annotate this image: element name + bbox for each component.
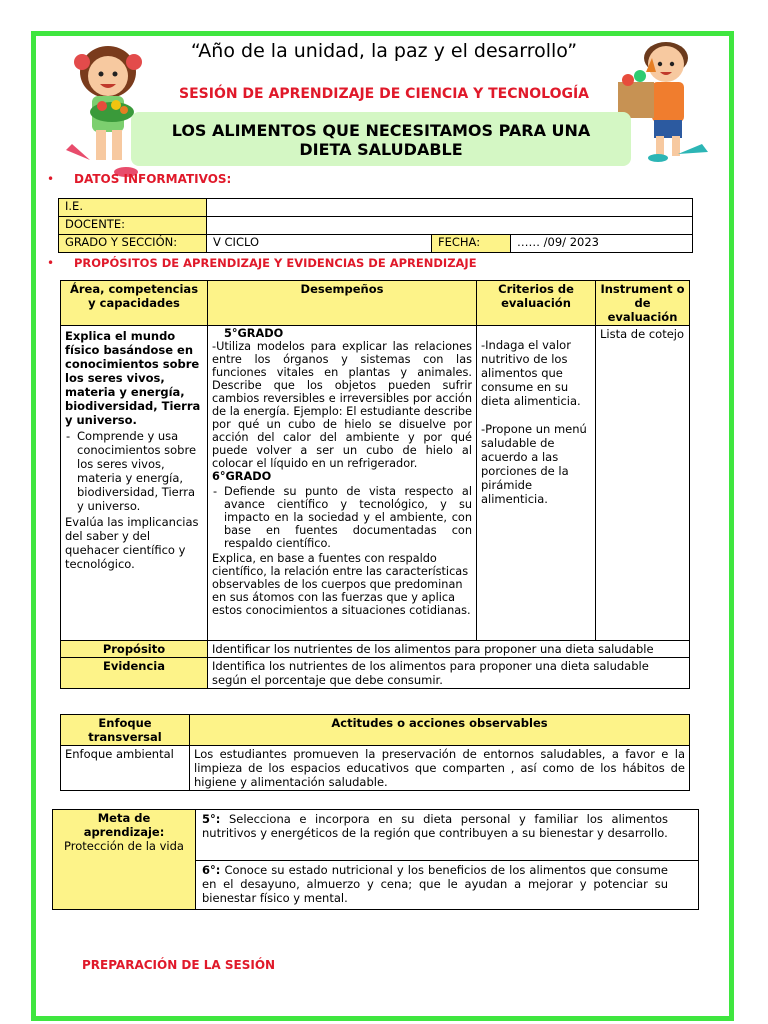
capacidad-item: - Comprende y usa conocimientos sobre los seres vivos, materia y energía, biodiversidad, Tierra y universo.	[77, 429, 203, 513]
capacidad-text: Evalúa las implicancias del saber y del quehacer científico y tecnológico.	[65, 515, 199, 571]
docente-value[interactable]	[207, 217, 693, 235]
proposito-label: Propósito	[61, 641, 208, 658]
desempeno5-text: -Utiliza modelos para explicar las relaciones entre los órganos y sistemas con las funciones vitales en plantas y animales. Describe que los objetos pueden sufrir cambios reversibles e irreversibles por acción de la energía. Ejemplo: El estudiante describe por qué un cubo de hielo se disuelve por acción del calor del ambiente y por qué puede volver a ser un cubo de hielo al colocar el líquido en un refrigerador.	[212, 340, 472, 470]
ie-value[interactable]	[207, 199, 693, 217]
criterio1-text: -Indaga el valor nutritivo de los alimentos que consume en su dieta alimenticia.	[481, 338, 581, 408]
enfoque-name: Enfoque ambiental	[61, 746, 190, 791]
lesson-title-line2: DIETA SALUDABLE	[299, 140, 463, 159]
meta-table	[52, 809, 699, 910]
proposito-value: Identificar los nutrientes de los alimentos para proponer una dieta saludable	[208, 641, 690, 658]
docente-label: DOCENTE:	[59, 217, 207, 235]
criterios-cell	[477, 326, 596, 641]
grado5-label: 5°GRADO	[224, 327, 284, 340]
meta-g6	[196, 861, 699, 910]
fecha-label: FECHA:	[432, 235, 511, 253]
national-motto: “Año de la unidad, la paz y el desarrollo”	[190, 40, 578, 62]
enfoque-col1: Enfoque transversal	[61, 715, 190, 746]
evidencia-value: Identifica los nutrientes de los alimentos para proponer una dieta saludable según el porcentaje que debe consumir.	[208, 658, 690, 689]
meta-label: Meta de aprendizaje:	[83, 811, 165, 839]
lesson-title-line1: LOS ALIMENTOS QUE NECESITAMOS PARA UNA	[171, 121, 591, 140]
col-instrumento: Instrument o de evaluación	[596, 281, 690, 326]
competencia-text: Explica el mundo físico basándose en conocimientos sobre los seres vivos, materia y energía, biodiversidad, Tierra y universo.	[65, 329, 201, 427]
meta-g6-label: 6°:	[202, 863, 221, 877]
preparacion-heading: PREPARACIÓN DE LA SESIÓN	[82, 958, 276, 972]
evidencia-label: Evidencia	[61, 658, 208, 689]
instrumento-cell: Lista de cotejo	[596, 326, 690, 641]
lesson-title	[131, 121, 631, 159]
enfoque-table	[60, 714, 690, 791]
enfoque-col2: Actitudes o acciones observables	[190, 715, 690, 746]
meta-g5	[196, 810, 699, 861]
propositos-heading: PROPÓSITOS DE APRENDIZAJE Y EVIDENCIAS DE APRENDIZAJE	[74, 256, 477, 270]
datos-heading: DATOS INFORMATIVOS:	[74, 172, 232, 186]
col-desempenos: Desempeños	[208, 281, 477, 326]
meta-label-cell	[53, 810, 196, 910]
bullet-icon: •	[47, 256, 55, 270]
fecha-value: …… /09/ 2023	[511, 235, 693, 253]
criterio2-text: -Propone un menú saludable de acuerdo a las porciones de la pirámide alimenticia.	[481, 422, 587, 506]
meta-g5-text: Selecciona e incorpora en su dieta personal y familiar los alimentos nutritivos y energéticos de la región que contribuyen a su bienestar y desarrollo.	[202, 812, 668, 840]
grado-value: V CICLO	[207, 235, 432, 253]
col-criterios: Criterios de evaluación	[477, 281, 596, 326]
ie-label: I.E.	[59, 199, 207, 217]
desempeno6a-item: - Defiende su punto de vista respecto al avance científico y tecnológico, y su impacto en la sociedad y el ambiente, con base en fuentes documentadas con respaldo científico.	[224, 485, 472, 550]
enfoque-text: Los estudiantes promueven la preservación de entornos saludables, a favor e la limpieza de los espacios educativos que comparten , así como de los hábitos de higiene y alimentación saludable.	[190, 746, 690, 791]
session-heading: SESIÓN DE APRENDIZAJE DE CIENCIA Y TECNOLOGÍA	[179, 86, 589, 102]
desempeno6b-text: Explica, en base a fuentes con respaldo científico, la relación entre las características observables de los cuerpos que predominan en sus átomos con las fuerzas que y aplica estos conocimientos a situaciones cotidianas.	[212, 552, 471, 617]
area-cell	[61, 326, 208, 641]
meta-g6-text: Conoce su estado nutricional y los beneficios de los alimentos que consume en el desayuno, almuerzo y cena; que le ayudan a mejorar y potenciar su bienestar físico y mental.	[202, 863, 668, 905]
propositos-table	[60, 280, 690, 689]
meta-sub: Protección de la vida	[64, 839, 184, 853]
grado6-label: 6°GRADO	[212, 470, 272, 483]
desempenos-cell	[208, 326, 477, 641]
grado-label: GRADO Y SECCIÓN:	[59, 235, 207, 253]
meta-g5-label: 5°:	[202, 812, 221, 826]
col-area: Área, competencias y capacidades	[61, 281, 208, 326]
info-table	[58, 198, 693, 253]
bullet-icon: •	[47, 172, 55, 186]
